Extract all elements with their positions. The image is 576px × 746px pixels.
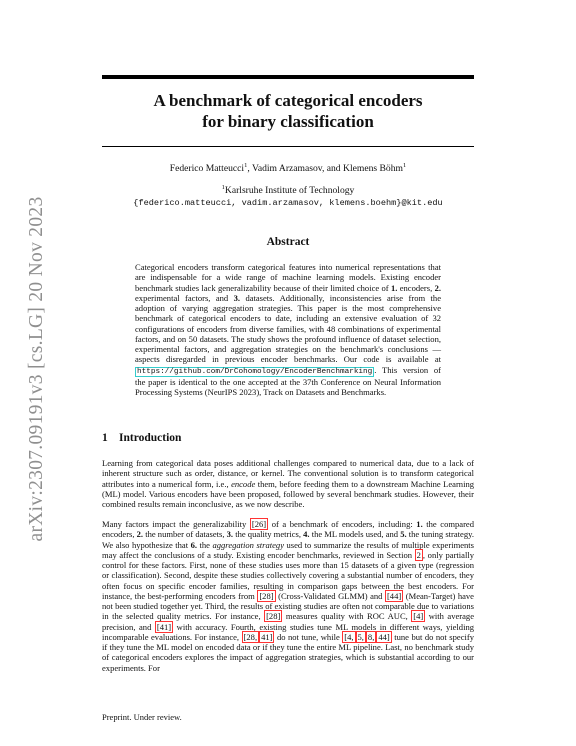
arxiv-watermark bbox=[26, 184, 48, 554]
citation-link[interactable]: 41] bbox=[261, 631, 273, 642]
citation-link[interactable]: [28] bbox=[259, 590, 274, 601]
abstract-body: Categorical encoders transform categorical features into numerical representations that are indispensable for a wide range of machine learning models. Existing encoder benchmark studies lack generalizability because of their limited choice of 1. encoders, 2. experimental factors, and 3. datasets. Additionally, inconsistencies arise from the adoption of varying aggregation strategies. This paper is the most comprehensive benchmark of categorical encoders to date, including an extensive evaluation of 32 configurations of encoders from diverse families, with 48 combinations of experimental factors, and on 50 datasets. The study shows the profound influence of dataset selection, experimental factors, and aggregation strategies on the benchmark's conclusions — aspects disregarded in previous encoder benchmarks. Our code is available at https://github.com/DrCohomology/EncoderBenchmarking . This version of the paper is identical to the one accepted at the 37th Conference on Neural Information Processing Systems (NeurIPS 2023), Track on Datasets and Benchmarks. bbox=[135, 262, 441, 397]
affiliation-name: Karlsruhe Institute of Technology bbox=[224, 185, 355, 197]
section-title: Introduction bbox=[119, 432, 182, 444]
title-top-rule bbox=[102, 75, 474, 79]
citation-link[interactable]: [26] bbox=[251, 519, 267, 529]
author-name: Klemens Böhm bbox=[343, 163, 403, 175]
citation-link[interactable]: [44] bbox=[386, 590, 402, 601]
affiliation-mark: 1 bbox=[221, 184, 225, 191]
section-heading bbox=[102, 432, 181, 444]
preprint-footer: Preprint. Under review. bbox=[102, 712, 182, 722]
section-link[interactable]: 2 bbox=[416, 549, 421, 560]
citation-link[interactable]: 5, bbox=[357, 631, 364, 642]
citation-link[interactable]: [41] bbox=[156, 621, 172, 632]
code-repository-link[interactable]: https://github.com/DrCohomology/EncoderBenchmarking bbox=[137, 367, 373, 376]
intro-paragraph-2: Many factors impact the generalizability [26] of a benchmark of encoders, including: 1. the compared encoders, 2. the number of datasets, 3. the quality metrics, 4. the ML models used, and 5. the tuning strategy. We also hypothesize that 6. the aggregation strategy used to summarize the results of multiple experiments may affect the conclusions of a study. Existing encoder benchmarks, reviewed in Section 2 , only partially control for these factors. First, none of these studies uses more than 15 datasets of a given type (regression or classification). Second, despite these studies collectively covering a substantial number of encoders, they often focus on specific encoder families, resulting in comparison gaps between the best encoders. For instance, the best-performing encoders from [28] (Cross-Validated GLMM) and [44] (Mean-Target) have not been studied together yet. Third, the results of existing studies are often not comparable due to variations in the selected quality metrics. For instance, [28] measures quality with ROC AUC, [4] with average precision, and [41] with accuracy. Fourth, existing studies tune ML models in different ways, yielding incomparable evaluations. For instance, [28, 41] do not tune, while [4, 5, 8, 44] tune but do not specify if they tune the ML model on encoded data or if they tune the entire ML pipeline. Last, no benchmark study of categorical encoders explores the impact of aggregation strategies, which is substantial according to our experiments. For bbox=[102, 519, 474, 673]
author-list: Federico Matteucci$^1$, Vadim Arzamasov, and Klemens Böhm$^1$ bbox=[169, 162, 407, 175]
abstract-heading: Abstract bbox=[266, 236, 310, 248]
author-name: Federico Matteucci bbox=[169, 163, 245, 175]
title-line-1: A benchmark of categorical encoders bbox=[153, 91, 423, 110]
arxiv-id: arXiv:2307.09191v3 [cs.LG] 20 Nov 2023 bbox=[26, 196, 47, 542]
author-emails: {federico.matteucci, vadim.arzamasov, klemens.boehm}@kit.edu bbox=[133, 198, 443, 209]
author-name: Vadim Arzamasov bbox=[251, 163, 322, 175]
author-affil-mark: 1 bbox=[402, 162, 407, 169]
author-affil-mark: 1 bbox=[244, 162, 248, 169]
citation-link[interactable]: [28, bbox=[243, 631, 258, 642]
paper-title bbox=[102, 90, 474, 132]
citation-link[interactable]: 8, bbox=[367, 631, 375, 642]
affiliation-block bbox=[102, 182, 474, 209]
citation-link[interactable]: 44] bbox=[378, 631, 390, 642]
intro-paragraph-1: Learning from categorical data poses additional challenges compared to numerical data, due to a lack of inherent structure such as order, distance, or kernel. The conventional solution is to transform categorical attributes into a numerical form, i.e., encode them, before feeding them to a downstream Machine Learning (ML) model. Various encoders have been proposed, followed by several benchmark studies. However, their combined results remain inconclusive, as we now describe. bbox=[102, 458, 474, 509]
title-line-2: for binary classification bbox=[202, 112, 374, 131]
citation-link[interactable]: [4] bbox=[413, 611, 424, 622]
title-bottom-rule bbox=[102, 146, 474, 147]
citation-link[interactable]: [28] bbox=[266, 611, 281, 622]
citation-link[interactable]: [4, bbox=[344, 631, 354, 642]
section-number: 1 bbox=[102, 432, 108, 444]
